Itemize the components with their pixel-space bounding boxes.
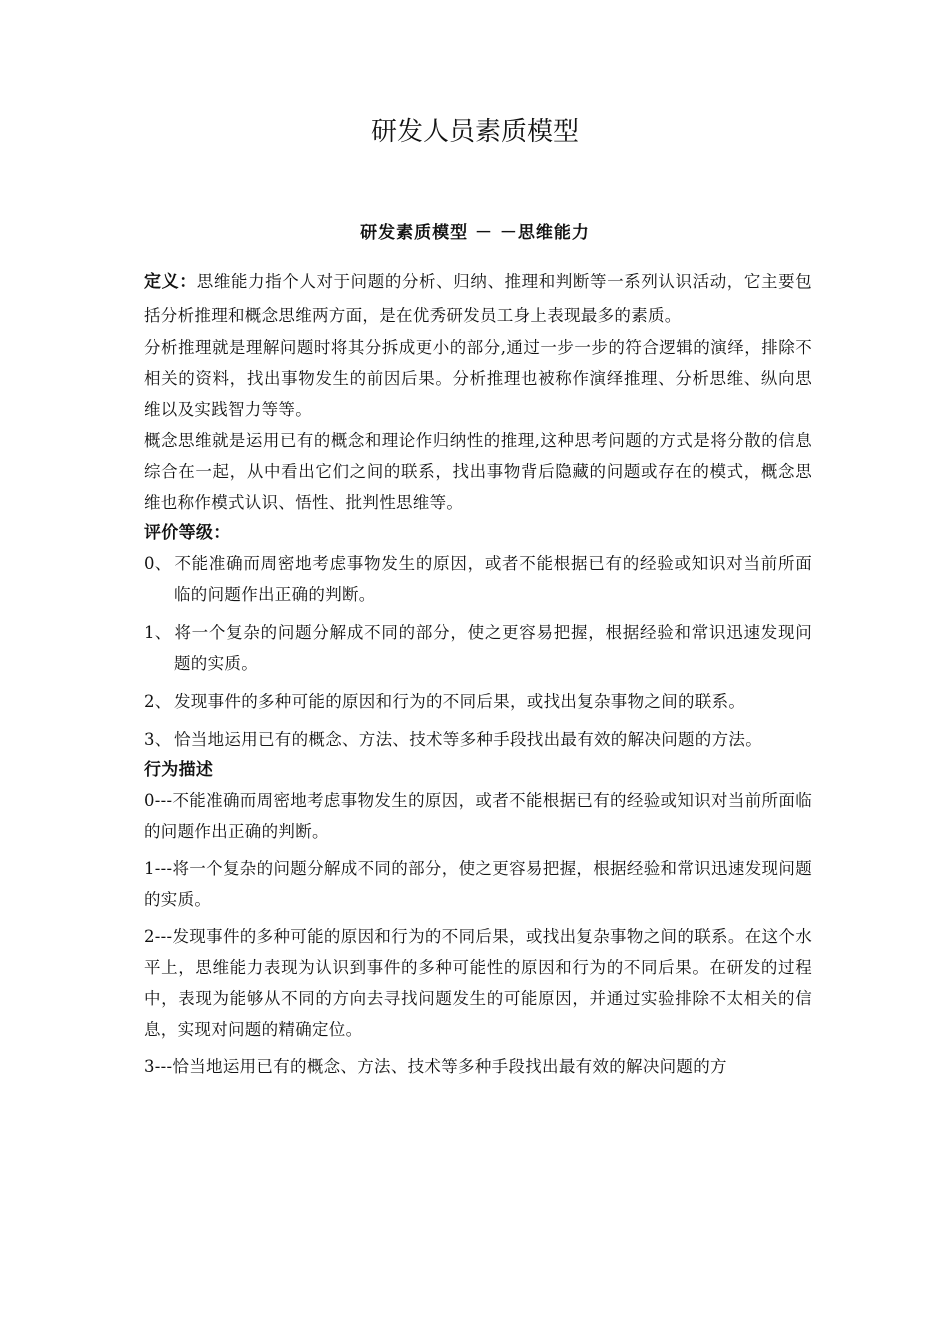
behavior-item: 3---恰当地运用已有的概念、方法、技术等多种手段找出最有效的解决问题的方: [144, 1057, 727, 1076]
rating-level-text: 恰当地运用已有的概念、方法、技术等多种手段找出最有效的解决问题的方法。: [174, 730, 762, 749]
rating-level-text: 发现事件的多种可能的原因和行为的不同后果，或找出复杂事物之间的联系。: [174, 692, 746, 711]
behavior-heading: 行为描述: [144, 760, 214, 780]
rating-level-item: [144, 686, 812, 717]
behavior-item: 1---将一个复杂的问题分解成不同的部分，使之更容易把握，根据经验和常识迅速发现问题的实质。: [144, 859, 812, 909]
rating-level-item: [144, 617, 812, 679]
behavior-item: 2---发现事件的多种可能的原因和行为的不同后果，或找出复杂事物之间的联系。在这个水平上，思维能力表现为认识到事件的多种可能性的原因和行为的不同后果。在研发的过程中，表现为能够从不同的方向去寻找问题发生的可能原因，并通过实验排除不太相关的信息，实现对问题的精确定位。: [144, 927, 812, 1039]
rating-heading: 评价等级：: [144, 523, 231, 543]
rating-level-number: 2、: [144, 692, 172, 711]
rating-level-number: 1、: [144, 623, 172, 642]
definition-label: 定义：: [144, 272, 197, 292]
behavior-item: 0---不能准确而周密地考虑事物发生的原因，或者不能根据已有的经验或知识对当前所面临的问题作出正确的判断。: [144, 791, 812, 841]
rating-level-item: [144, 724, 812, 755]
document-body: [144, 265, 812, 1082]
analysis-reasoning-paragraph: 分析推理就是理解问题时将其分拆成更小的部分,通过一步一步的符合逻辑的演绎，排除不相关的资料，找出事物发生的前因后果。分析推理也被称作演绎推理、分析思维、纵向思维以及实践智力等等。: [144, 338, 812, 419]
rating-level-number: 3、: [144, 730, 172, 749]
definition-paragraph: [144, 265, 812, 332]
rating-level-item: [144, 548, 812, 610]
rating-level-text: 将一个复杂的问题分解成不同的部分，使之更容易把握，根据经验和常识迅速发现问题的实质。: [174, 623, 812, 673]
conceptual-thinking-paragraph: 概念思维就是运用已有的概念和理论作归纳性的推理,这种思考问题的方式是将分散的信息综合在一起，从中看出它们之间的联系，找出事物背后隐藏的问题或存在的模式，概念思维也称作模式认识、悟性、批判性思维等。: [144, 431, 812, 512]
rating-level-number: 0、: [144, 554, 172, 573]
rating-level-text: 不能准确而周密地考虑事物发生的原因，或者不能根据已有的经验或知识对当前所面临的问题作出正确的判断。: [174, 554, 812, 604]
section-title: 研发素质模型 － －思维能力: [360, 223, 590, 243]
document-title: 研发人员素质模型: [370, 117, 579, 147]
definition-text: 思维能力指个人对于问题的分析、归纳、推理和判断等一系列认识活动，它主要包括分析推理和概念思维两方面，是在优秀研发员工身上表现最多的素质。: [144, 272, 812, 325]
